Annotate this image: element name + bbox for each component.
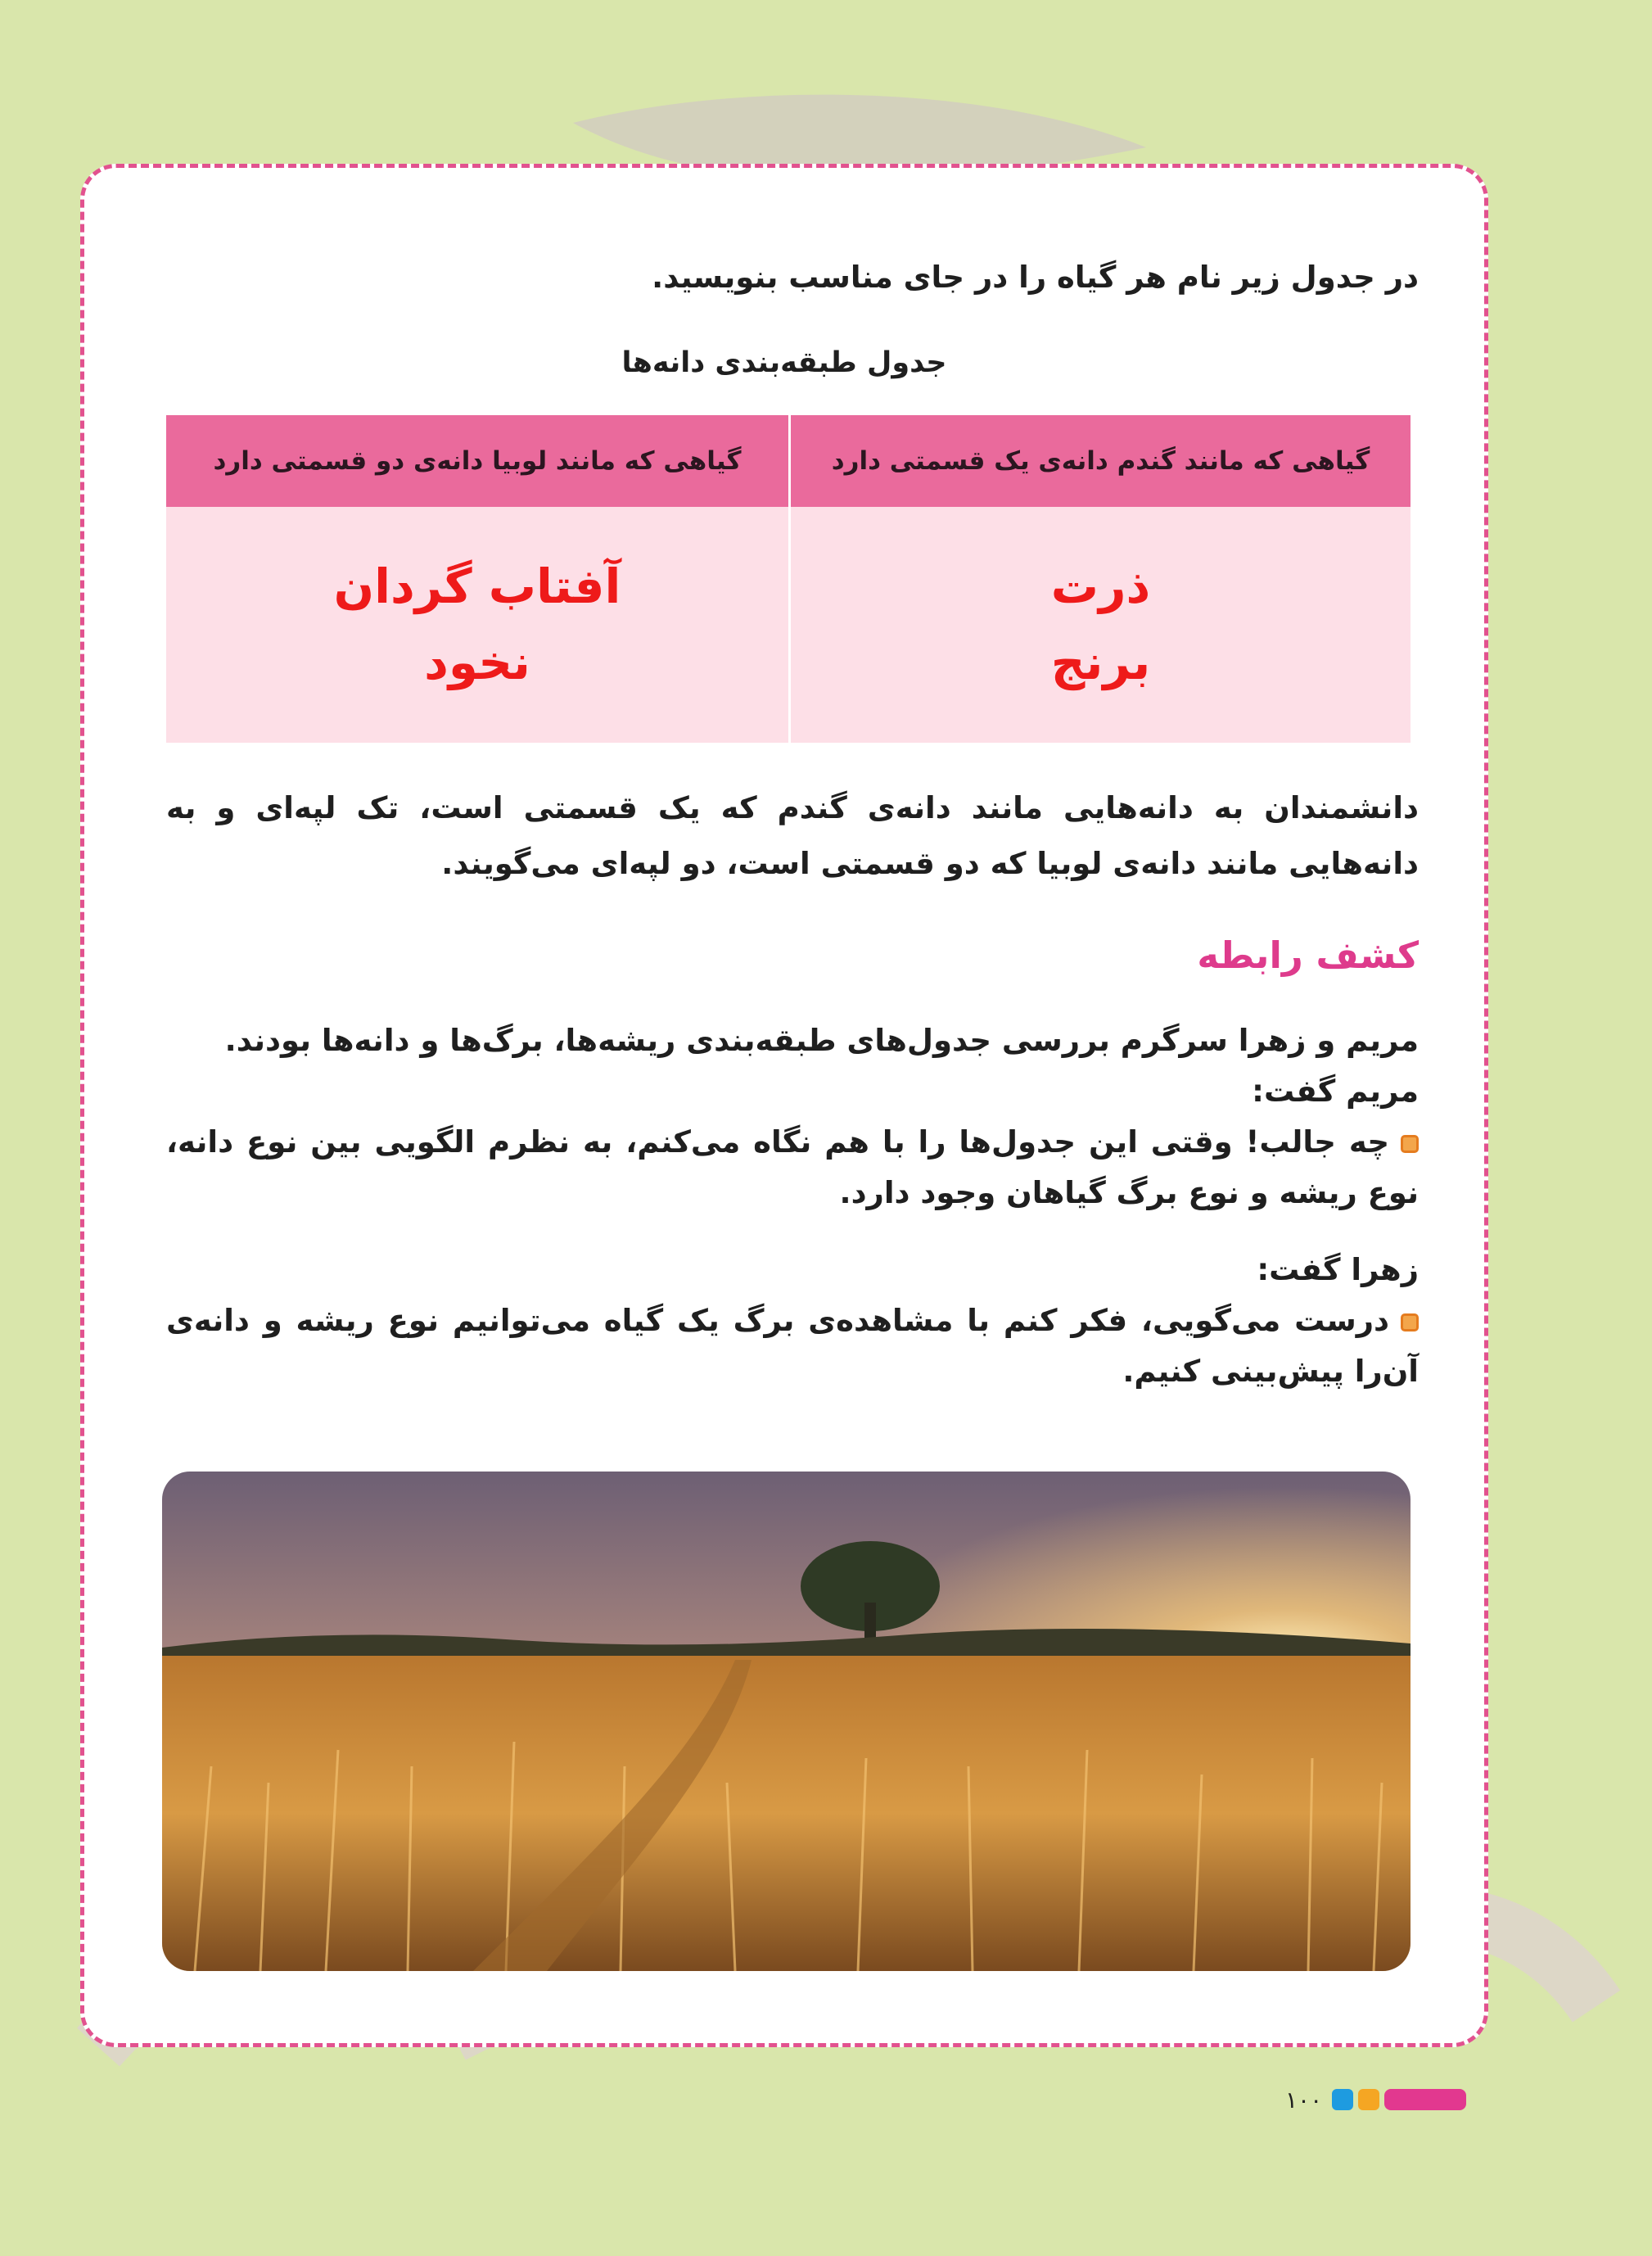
content-card <box>80 164 1488 2047</box>
page-number: ۱۰۰ <box>1285 2086 1323 2114</box>
quote-text: درست می‌گویی، فکر کنم با مشاهده‌ی برگ یک گیاه می‌توانیم نوع ریشه و دانه‌ی آن‌را پیش‌بینی کنیم. <box>166 1303 1419 1389</box>
section-title: کشف رابطه <box>1197 934 1419 977</box>
header-dicot: گیاهی که مانند لوبیا دانه‌ی دو قسمتی دارد <box>166 415 788 507</box>
quote-text: چه جالب! وقتی این جدول‌ها را با هم نگاه می‌کنم، به نظرم الگویی بین نوع دانه، نوع ریشه و نوع برگ گیاهان وجود دارد. <box>166 1124 1419 1210</box>
seed-classification-table <box>166 415 1411 743</box>
page-footer <box>1285 2087 1490 2112</box>
orange-square-icon <box>1358 2089 1379 2110</box>
table-title: جدول طبقه‌بندی دانه‌ها <box>621 346 947 379</box>
answer-text: ذرت <box>1050 558 1151 615</box>
bullet-icon <box>1401 1313 1419 1331</box>
cell-monocot-answers <box>788 507 1411 743</box>
bullet-icon <box>1401 1135 1419 1153</box>
speaker-zahra: زهرا گفت: <box>1257 1252 1419 1287</box>
header-monocot: گیاهی که مانند گندم دانه‌ی یک قسمتی دارد <box>788 415 1411 507</box>
wheat-field-photo <box>162 1472 1411 1971</box>
pink-bar-icon <box>1384 2089 1466 2110</box>
answer-text: آفتاب گردان <box>333 558 621 615</box>
quote-zahra <box>166 1295 1419 1397</box>
cell-dicot-answers <box>166 507 788 743</box>
answer-text: نخود <box>424 635 530 690</box>
instruction-text: در جدول زیر نام هر گیاه را در جای مناسب بنویسید. <box>652 260 1419 295</box>
speaker-maryam: مریم گفت: <box>1252 1074 1419 1109</box>
explanation-paragraph: دانشمندان به دانه‌هایی مانند دانه‌ی گندم که یک قسمتی است، تک لپه‌ای و به دانه‌هایی مانند دانه‌ی لوبیا که دو قسمتی است، دو لپه‌ای می‌گویند. <box>166 790 1419 881</box>
dialogue-intro: مریم و زهرا سرگرم بررسی جدول‌های طبقه‌بندی ریشه‌ها، برگ‌ها و دانه‌ها بودند. <box>224 1023 1419 1058</box>
quote-maryam <box>166 1117 1419 1218</box>
blue-square-icon <box>1332 2089 1353 2110</box>
answer-text: برنج <box>1050 635 1151 690</box>
